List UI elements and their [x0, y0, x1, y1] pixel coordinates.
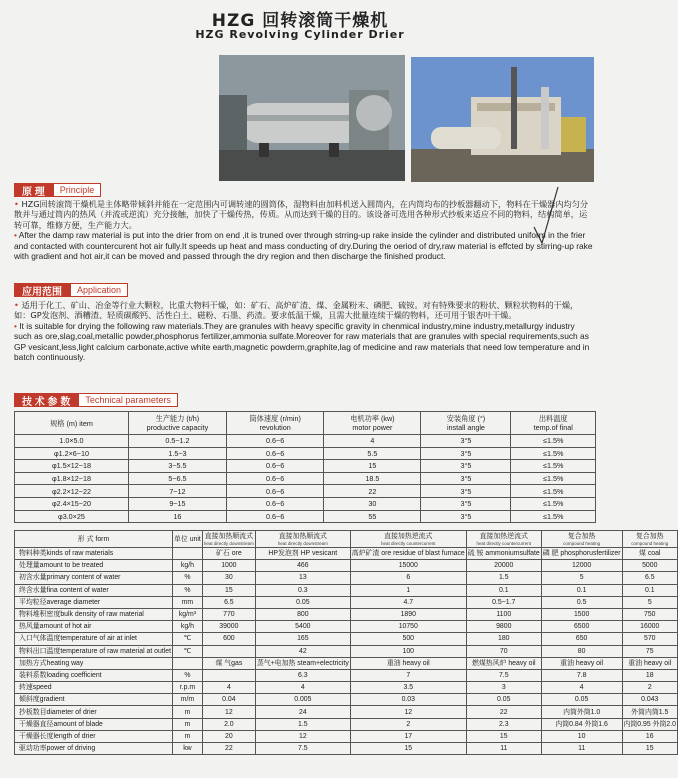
performance-row-label: 加热方式heating way: [15, 657, 173, 669]
spec-table-row: [15, 460, 596, 473]
performance-table-cell: 650: [541, 633, 622, 645]
performance-table-cell: 0.1: [622, 584, 677, 596]
performance-table-cell: [202, 645, 255, 657]
page-subtitle: HZG Revolving Cylinder Drier: [195, 28, 405, 41]
spec-table-cell: 9~15: [128, 497, 226, 510]
spec-table-cell: ≤1.5%: [511, 460, 596, 473]
performance-table-cell: 燃煤热风炉 heavy oil: [466, 657, 541, 669]
performance-row-label: 初含水量primary content of water: [15, 572, 173, 584]
spec-table-cell: φ1.5×12~18: [15, 460, 129, 473]
performance-row-unit: [173, 548, 203, 560]
performance-table-cell: 6.5: [622, 572, 677, 584]
drier-photo-left: [219, 55, 405, 181]
performance-row-label: 处理量amount to be treated: [15, 560, 173, 572]
performance-table-row: [15, 730, 678, 742]
spec-header-en: install angle: [446, 423, 485, 432]
performance-table-cell: 11: [466, 743, 541, 755]
performance-row-label: 平均粒径average diameter: [15, 596, 173, 608]
performance-table-cell: 22: [466, 706, 541, 718]
perf-col-header: [202, 531, 255, 548]
application-label-zh: 应用范围: [14, 283, 70, 297]
performance-table-cell: 重油 heavy oil: [541, 657, 622, 669]
tech-label-en: Technical parameters: [78, 393, 178, 407]
performance-row-label: 热风量amount of hot air: [15, 621, 173, 633]
perf-col-zh: 直接加热逆流式: [384, 533, 433, 540]
performance-table-cell: 600: [202, 633, 255, 645]
performance-table-cell: 15: [622, 743, 677, 755]
perf-col-header: [255, 531, 350, 548]
drier-photo-right: [411, 57, 594, 182]
performance-table-cell: 1000: [202, 560, 255, 572]
performance-table-cell: 1100: [466, 608, 541, 620]
performance-table-cell: 0.5: [541, 596, 622, 608]
performance-table-row: [15, 657, 678, 669]
performance-row-unit: ℃: [173, 645, 203, 657]
spec-header-zh: 筒体速度 (r/min): [249, 414, 301, 423]
performance-table-cell: 4: [541, 682, 622, 694]
performance-table-cell: 0.05: [541, 694, 622, 706]
spec-table-cell: 0.6~6: [226, 460, 323, 473]
performance-table-row: [15, 743, 678, 755]
spec-header-en: revolution: [259, 423, 291, 432]
spec-header-zh: 规格 (m): [50, 418, 78, 428]
tech-section-header: [14, 393, 178, 407]
spec-table-cell: 4: [324, 435, 421, 448]
performance-table-cell: 5400: [255, 621, 350, 633]
perf-col-zh: 直接加热顺流式: [278, 533, 327, 540]
performance-table-row: [15, 572, 678, 584]
perf-col-zh: 复合加热: [567, 533, 596, 540]
spec-header-zh: 生产能力 (t/h): [155, 414, 200, 423]
spec-header-en: motor power: [352, 423, 393, 432]
performance-row-unit: %: [173, 572, 203, 584]
perf-col-zh: 复合加热: [635, 533, 664, 540]
performance-table-cell: 15: [350, 743, 466, 755]
performance-table-cell: 15000: [350, 560, 466, 572]
spec-table-cell: φ1.2×6~10: [15, 447, 129, 460]
performance-table-cell: 重油 heavy oil: [622, 657, 677, 669]
spec-table-row: [15, 497, 596, 510]
performance-table-cell: 煤 coal: [622, 548, 677, 560]
spec-header-en: productive capacity: [146, 423, 209, 432]
performance-table-header: [15, 531, 678, 548]
performance-table-cell: 9800: [466, 621, 541, 633]
performance-table-cell: 外筒内筒1.5: [622, 706, 677, 718]
performance-table-row: [15, 584, 678, 596]
performance-table-row: [15, 669, 678, 681]
performance-table-row: [15, 694, 678, 706]
perf-col-sub: heat directly downstream: [277, 541, 328, 546]
performance-table-cell: 22: [202, 743, 255, 755]
performance-row-unit: m: [173, 730, 203, 742]
performance-table-cell: 0.05: [255, 596, 350, 608]
performance-row-unit: kw: [173, 743, 203, 755]
perf-col-header: [466, 531, 541, 548]
perf-col-sub: heat directly downstream: [203, 541, 254, 546]
performance-table-row: [15, 682, 678, 694]
spec-table-cell: φ3.0×25: [15, 510, 129, 523]
spec-table-cell: 0.5~1.2: [128, 435, 226, 448]
spec-header-cell: [511, 412, 596, 435]
performance-table-cell: 0.3: [255, 584, 350, 596]
spec-table-cell: 18.5: [324, 472, 421, 485]
spec-header-zh: 电机功率 (kw): [350, 414, 395, 423]
principle-text-zh: HZG回转滚筒干燥机是主体略带倾斜并能在一定范围内可调转速的圆筒体，湿物料由加料机送入圆筒内，在内筒均布的抄板器翻动下，物料在干燥器内均匀分散并与通过筒内的热风（并流或逆流）充分接触，加快了干燥传热，传质。从而达到干燥的目的。该设备可选用各种形式抄板来适应不同的物料，结构简单，运转可靠，维修方便，生产能力大。: [14, 199, 589, 230]
performance-table-cell: 5: [541, 572, 622, 584]
performance-table-cell: 30: [202, 572, 255, 584]
spec-table-cell: φ2.4×15~20: [15, 497, 129, 510]
performance-row-unit: kg/h: [173, 621, 203, 633]
performance-row-unit: m: [173, 706, 203, 718]
performance-table-cell: 重油 heavy oil: [350, 657, 466, 669]
performance-table-cell: 17: [350, 730, 466, 742]
perf-col-header: [350, 531, 466, 548]
spec-table-cell: ≤1.5%: [511, 497, 596, 510]
spec-table-cell: 16: [128, 510, 226, 523]
spec-table-cell: 1.5~3: [128, 447, 226, 460]
spec-table-cell: 55: [324, 510, 421, 523]
principle-label-en: Principle: [53, 183, 102, 197]
perf-col-header: [541, 531, 622, 548]
spec-header-en: item: [79, 418, 93, 428]
performance-table-cell: 39000: [202, 621, 255, 633]
performance-table-cell: 20000: [466, 560, 541, 572]
spec-table-cell: φ1.8×12~18: [15, 472, 129, 485]
performance-table-cell: 2.0: [202, 718, 255, 730]
spec-table-row: [15, 485, 596, 498]
spec-table: [14, 411, 596, 523]
performance-table-cell: 10750: [350, 621, 466, 633]
performance-row-label: 装料系数loading coefficient: [15, 669, 173, 681]
performance-table-cell: 6.5: [202, 596, 255, 608]
performance-table-cell: 4: [202, 682, 255, 694]
performance-table-cell: 2: [350, 718, 466, 730]
performance-table-cell: 0.05: [466, 694, 541, 706]
spec-table-cell: ≤1.5%: [511, 447, 596, 460]
performance-table-cell: 12: [255, 730, 350, 742]
spec-table-row: [15, 435, 596, 448]
application-section-header: [14, 283, 128, 297]
tech-label-zh: 技 术 参 数: [14, 393, 78, 407]
performance-table-row: [15, 621, 678, 633]
application-label-en: Application: [70, 283, 128, 297]
performance-table-row: [15, 645, 678, 657]
performance-row-label: 干燥器长度length of drier: [15, 730, 173, 742]
performance-table-cell: 165: [255, 633, 350, 645]
application-text: • 适用于化工、矿山、冶金等行业大颗粒，比重大物料干燥，如：矿石、高炉矿渣、煤、金属粉末、磷肥、硫铵。对有特殊要求的粉状、颗粒状物料的干燥，如：GP发泡剂、酒糟渣、轻质碳酸钙、活性白土、磁粉、石墨、药渣。要求低温干燥，且需大批量连续干燥的物料，还可用于银杏叶干燥。 • It is suitable for drying the following raw materials.They are granules with heavy specific gravity in chenmical industry,mine industry,metallurgy industry such as ore,slag,coal,metallic powder,phosphorus fertilizer,ammonia sulfate.Moreover for raw materials that are granules with special requirements,such as GP vesicant,less,light calcium carbonate,active white earth,magnetic powderm,graphite,lag of medicine and raw materials that need low temperature and in batch continuously.: [14, 300, 590, 363]
spec-table-cell: φ2.2×12~22: [15, 485, 129, 498]
performance-row-label: 倾斜度gradient: [15, 694, 173, 706]
performance-table-cell: 7: [350, 669, 466, 681]
principle-label-zh: 原 理: [14, 183, 53, 197]
performance-row-label: 物料堆积密度bulk density of raw material: [15, 608, 173, 620]
perf-col-sub: compound heating: [563, 541, 601, 546]
form-header-cell: [15, 531, 173, 548]
performance-table-cell: 500: [350, 633, 466, 645]
performance-table-cell: 570: [622, 633, 677, 645]
performance-table-cell: 18: [622, 669, 677, 681]
performance-table-cell: 1500: [541, 608, 622, 620]
principle-section-header: [14, 183, 101, 197]
spec-table-cell: 3°5: [421, 460, 511, 473]
perf-col-header: [622, 531, 677, 548]
performance-table-cell: 0.005: [255, 694, 350, 706]
performance-row-label: 转速speed: [15, 682, 173, 694]
performance-table-cell: 磷 肥 phosphorusfertilizer: [541, 548, 622, 560]
performance-table-row: [15, 548, 678, 560]
unit-header-cell: 单位 unit: [173, 531, 203, 548]
performance-table-cell: 24: [255, 706, 350, 718]
performance-table-cell: 7.5: [255, 743, 350, 755]
performance-table-cell: 466: [255, 560, 350, 572]
performance-row-unit: kg/h: [173, 560, 203, 572]
spec-table-cell: ≤1.5%: [511, 510, 596, 523]
application-text-en: It is suitable for drying the following raw materials.They are granules with heavy specific gravity in chenmical industry,mine industry,metallurgy industry such as ore,slag,coal,metallic powder,phosphorus fertilizer,ammonia sulfate.Moreover for raw materials that are granules with special requirements,such as GP vesicant,less,light calcium carbonate,active white earth,magnetic powderm,graphite,lag of medicine and raw materials that need low temperature and in batch continuously.: [14, 320, 590, 363]
spec-header-cell: [421, 412, 511, 435]
performance-table-cell: 2: [622, 682, 677, 694]
spec-header-zh: 安装角度 (°): [446, 414, 486, 423]
performance-row-label: 驱动功率power of driving: [15, 743, 173, 755]
performance-table-cell: 770: [202, 608, 255, 620]
performance-row-label: 抄板数目diameter of drier: [15, 706, 173, 718]
performance-table-cell: 800: [255, 608, 350, 620]
performance-row-unit: %: [173, 669, 203, 681]
performance-row-unit: ℃: [173, 633, 203, 645]
performance-table-cell: 70: [466, 645, 541, 657]
spec-table-header: [15, 412, 596, 435]
application-text-zh: 适用于化工、矿山、冶金等行业大颗粒，比重大物料干燥，如：矿石、高炉矿渣、煤、金属粉末、磷肥、硫铵。对有特殊要求的粉状、颗粒状物料的干燥，如：GP发泡剂、酒糟渣、轻质碳酸钙、活性白土、磁粉、石墨、药渣。要求低温干燥，且需大批量连续干燥的物料，还可用于银杏叶干燥。: [14, 300, 579, 321]
performance-row-unit: %: [173, 584, 203, 596]
performance-table-cell: 0.043: [622, 694, 677, 706]
performance-table-cell: 0.03: [350, 694, 466, 706]
page-title: HZG 回转滚筒干燥机: [211, 11, 389, 31]
spec-table-row: [15, 447, 596, 460]
performance-table-cell: 内筒外筒1.0: [541, 706, 622, 718]
spec-table-cell: 0.6~6: [226, 510, 323, 523]
performance-table-cell: 5000: [622, 560, 677, 572]
performance-table-row: [15, 633, 678, 645]
performance-table-cell: 4.7: [350, 596, 466, 608]
performance-table-cell: 0.1: [541, 584, 622, 596]
performance-table-cell: 2.3: [466, 718, 541, 730]
performance-table-cell: 15: [202, 584, 255, 596]
performance-table-cell: 11: [541, 743, 622, 755]
performance-table-row: [15, 718, 678, 730]
performance-table-cell: HP发泡剂 HP vesicant: [255, 548, 350, 560]
perf-col-zh: 直接加热逆流式: [479, 533, 528, 540]
spec-header-cell: [226, 412, 323, 435]
performance-table-cell: 6.3: [255, 669, 350, 681]
spec-header-cell: [128, 412, 226, 435]
spec-table-cell: 3°5: [421, 435, 511, 448]
performance-table-cell: 矿石 ore: [202, 548, 255, 560]
performance-table-cell: 13: [255, 572, 350, 584]
performance-table-cell: 7.5: [466, 669, 541, 681]
spec-table-row: [15, 510, 596, 523]
performance-table-row: [15, 608, 678, 620]
performance-table-cell: 内筒0.84 外筒1.6: [541, 718, 622, 730]
performance-table-cell: 16000: [622, 621, 677, 633]
performance-table-cell: 内筒0.95 外筒2.0: [622, 718, 677, 730]
performance-row-label: 物料出口温度temperature of raw material at outlet: [15, 645, 173, 657]
principle-text-en: After the damp raw material is put into the drier from on end ,it is truned over through strring-up rake inside the cylinder and distributed uniform in the frier and contacted with countercurent hot air fully.It speeds up heat and mass conducting of dry.During the oeriod of dry,raw material is effcted by stirring-up rake with gradient and hot air,it can be moved and passed through the dry region and then discharge the finished product.: [14, 230, 593, 262]
spec-table-cell: 3°5: [421, 447, 511, 460]
spec-table-cell: 3°5: [421, 472, 511, 485]
performance-table-cell: 硫 铵 ammoniumsulfate: [466, 548, 541, 560]
spec-table-cell: 7~12: [128, 485, 226, 498]
performance-row-unit: m: [173, 718, 203, 730]
performance-row-label: 终含水量fina content of water: [15, 584, 173, 596]
performance-table-cell: 6: [350, 572, 466, 584]
performance-table-cell: 0.1: [466, 584, 541, 596]
performance-table-cell: 3.5: [350, 682, 466, 694]
performance-table-cell: 80: [541, 645, 622, 657]
performance-table-cell: 12: [202, 706, 255, 718]
form-label-en: form: [95, 535, 110, 543]
spec-table-cell: 0.6~6: [226, 447, 323, 460]
performance-table-cell: [202, 669, 255, 681]
performance-table-row: [15, 560, 678, 572]
performance-table-cell: 12: [350, 706, 466, 718]
spec-header-cell: [324, 412, 421, 435]
performance-table-cell: 高炉矿渣 ore residue of blast furnace: [350, 548, 466, 560]
performance-table-cell: 1: [350, 584, 466, 596]
performance-row-unit: r.p.m: [173, 682, 203, 694]
spec-header-en: temp.of final: [533, 423, 573, 432]
perf-col-sub: heat directly countercurrent: [476, 541, 532, 546]
spec-table-cell: 0.6~6: [226, 497, 323, 510]
spec-table-cell: ≤1.5%: [511, 472, 596, 485]
performance-row-label: 入口气体温度temperature of air at inlet: [15, 633, 173, 645]
spec-table-cell: 5~6.5: [128, 472, 226, 485]
spec-header-zh: 出料温度: [538, 414, 568, 423]
spec-table-cell: 22: [324, 485, 421, 498]
performance-table-cell: 蒸气+电加热 steam+electricity: [255, 657, 350, 669]
performance-table-cell: 0.04: [202, 694, 255, 706]
performance-table-cell: 10: [541, 730, 622, 742]
spec-table-cell: 5.5: [324, 447, 421, 460]
performance-table-cell: 0.5~1.7: [466, 596, 541, 608]
performance-table-cell: 1.5: [466, 572, 541, 584]
form-label: 形 式: [77, 535, 94, 543]
spec-table-cell: ≤1.5%: [511, 485, 596, 498]
performance-table-cell: 1.5: [255, 718, 350, 730]
performance-table-cell: 4: [255, 682, 350, 694]
performance-row-label: 干燥器直径amount of blade: [15, 718, 173, 730]
principle-text: • HZG回转滚筒干燥机是主体略带倾斜并能在一定范围内可调转速的圆筒体，湿物料由加料机送入圆筒内，在内筒均布的抄板器翻动下，物料在干燥器内均匀分散并与通过筒内的热风（并流或逆流）充分接触，加快了干燥传热，传质。从而达到干燥的目的。该设备可选用各种形式抄板来适应不同的物料，结构简单，运转可靠，维修方便，生产能力大。 • After the damp raw material is put into the drier from on end ,it is truned over through strring-up rake inside the cylinder and distributed uniform in the frier and contacted with countercurent hot air fully.It speeds up heat and mass conducting of dry.During the oeriod of dry,raw material is effcted by stirring-up rake with gradient and hot air,it can be moved and passed through the dry region and then discharge the finished product.: [14, 199, 593, 262]
performance-table-body: [15, 548, 678, 755]
performance-table-cell: 42: [255, 645, 350, 657]
perf-col-sub: compound heating: [631, 541, 669, 546]
performance-table-row: [15, 706, 678, 718]
performance-table-cell: 75: [622, 645, 677, 657]
performance-table-cell: 5: [622, 596, 677, 608]
spec-table-cell: 1.0×5.0: [15, 435, 129, 448]
perf-col-zh: 直接加热顺流式: [204, 533, 253, 540]
spec-table-cell: ≤1.5%: [511, 435, 596, 448]
performance-table-cell: 煤 气gas: [202, 657, 255, 669]
performance-table-cell: 7.8: [541, 669, 622, 681]
performance-row-unit: mm: [173, 596, 203, 608]
spec-header-cell: [15, 412, 129, 435]
spec-table-cell: 3~5.5: [128, 460, 226, 473]
performance-table-cell: 3: [466, 682, 541, 694]
spec-table-cell: 3°5: [421, 485, 511, 498]
spec-table-row: [15, 472, 596, 485]
performance-table-row: [15, 596, 678, 608]
spec-table-cell: 0.6~6: [226, 485, 323, 498]
spec-table-cell: 0.6~6: [226, 472, 323, 485]
performance-row-unit: [173, 657, 203, 669]
performance-table-cell: 100: [350, 645, 466, 657]
performance-table-cell: 12000: [541, 560, 622, 572]
performance-row-unit: m/m: [173, 694, 203, 706]
spec-table-cell: 15: [324, 460, 421, 473]
performance-table-cell: 15: [466, 730, 541, 742]
performance-table: [14, 530, 678, 755]
performance-table-cell: 16: [622, 730, 677, 742]
perf-col-sub: heat directly countercurrent: [381, 541, 436, 546]
spec-table-cell: 3°5: [421, 497, 511, 510]
performance-table-cell: 20: [202, 730, 255, 742]
performance-row-unit: kg/m³: [173, 608, 203, 620]
performance-table-cell: 6500: [541, 621, 622, 633]
spec-table-cell: 30: [324, 497, 421, 510]
performance-table-cell: 180: [466, 633, 541, 645]
spec-table-cell: 0.6~6: [226, 435, 323, 448]
spec-table-body: [15, 435, 596, 523]
performance-table-cell: 1890: [350, 608, 466, 620]
spec-table-cell: 3°5: [421, 510, 511, 523]
performance-table-cell: 750: [622, 608, 677, 620]
performance-row-label: 物料种类kinds of raw materials: [15, 548, 173, 560]
